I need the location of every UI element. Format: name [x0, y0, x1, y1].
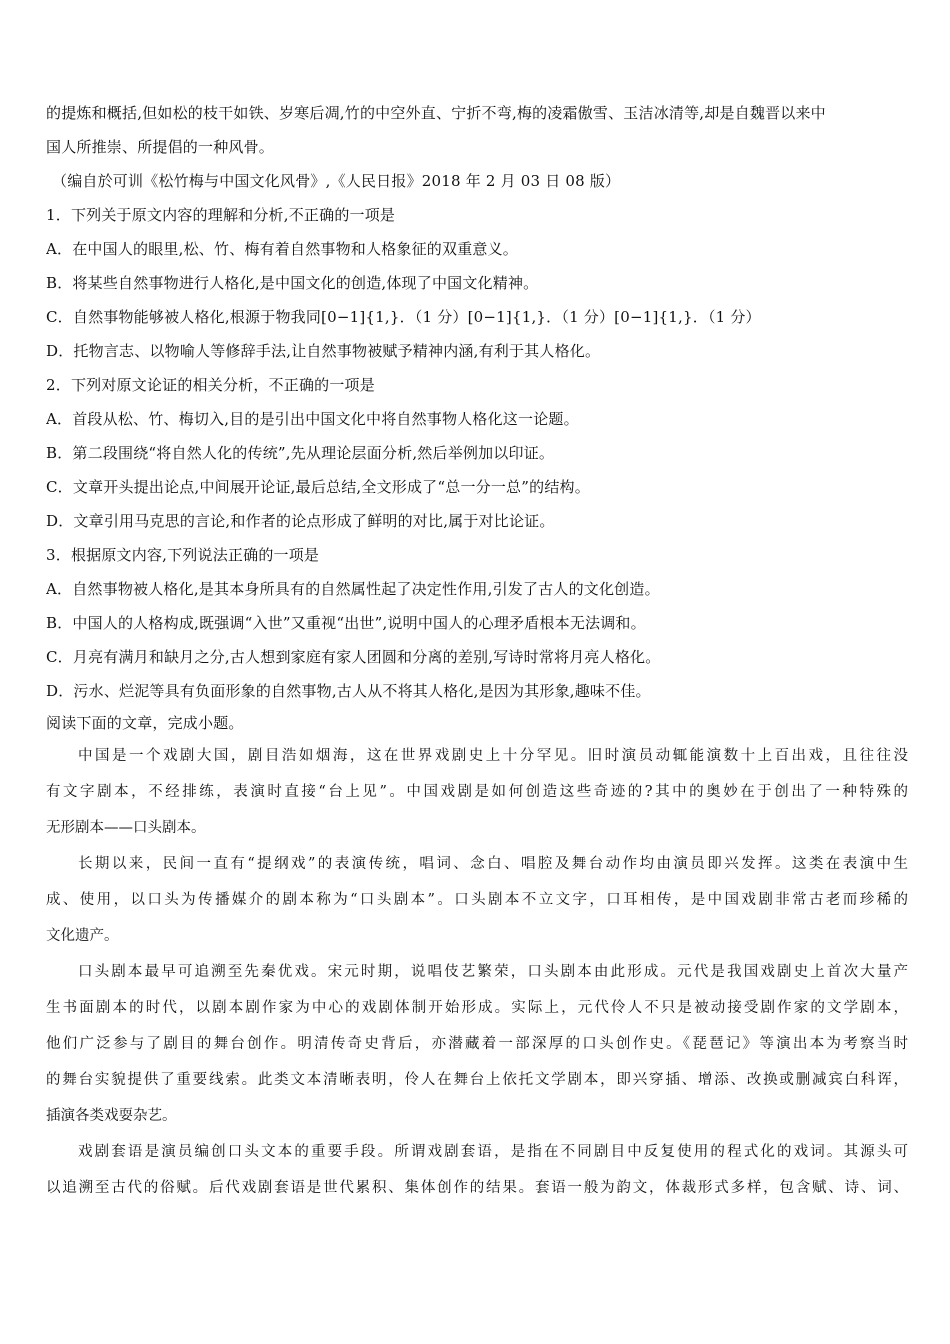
- article-paragraph-4: [46, 1134, 908, 1206]
- question-2: [46, 368, 908, 538]
- article-line: 他们广泛参与了剧目的舞台创作。明清传奇史背后，亦潜藏着一部深厚的口头创作史。《琵琶记》等演出本为考察当时: [46, 1036, 908, 1052]
- source-citation: （编自於可训《松竹梅与中国文化风骨》,《人民日报》2018 年 2 月 03 日 08 版）: [52, 172, 621, 190]
- option-c: C．月亮有满月和缺月之分,古人想到家庭有家人团圆和分离的差别,写诗时常将月亮人格化。: [46, 648, 661, 666]
- question-1: [46, 198, 908, 368]
- option-b: B．中国人的人格构成,既强调“入世”又重视“出世”,说明中国人的心理矛盾根本无法调和。: [46, 614, 646, 632]
- option-c: C．自然事物能够被人格化,根源于物我同[0−1]{1,}．（1 分）[0−1]{1,}．（1 分）[0−1]{1,}．（1 分）: [46, 308, 761, 326]
- article-paragraph-3: [46, 954, 908, 1134]
- article-line: 戏剧套语是演员编创口头文本的重要手段。所谓戏剧套语，是指在不同剧目中反复使用的程式化的戏词。其源头可: [78, 1144, 908, 1160]
- option-c: C．文章开头提出论点,中间展开论证,最后总结,全文形成了“总一分一总”的结构。: [46, 478, 590, 496]
- option-a: A．首段从松、竹、梅切入,目的是引出中国文化中将自然事物人格化这一论题。: [46, 410, 579, 428]
- article-line: 生书面剧本的时代，以剧本剧作家为中心的戏剧体制开始形成。实际上，元代伶人不只是被动接受剧作家的文学剧本，: [46, 1000, 908, 1016]
- article: [46, 738, 908, 1206]
- document-page: [46, 96, 908, 1206]
- article-line: 成、使用，以口头为传播媒介的剧本称为“口头剧本”。口头剧本不立文字，口耳相传，是中国戏剧非常古老而珍稀的: [46, 892, 908, 908]
- question-stem: 1．下列关于原文内容的理解和分析,不正确的一项是: [46, 206, 396, 224]
- article-line: 的舞台实貌提供了重要线索。此类文本清晰表明，伶人在舞台上依托文学剧本，即兴穿插、增添、改换或删减宾白科诨，: [46, 1072, 908, 1088]
- question-3: [46, 538, 908, 708]
- option-b: B．第二段围绕“将自然人化的传统”,先从理论层面分析,然后举例加以印证。: [46, 444, 555, 462]
- article-line: 文化遗产。: [46, 928, 119, 944]
- article-paragraph-2: [46, 846, 908, 954]
- question-stem: 2．下列对原文论证的相关分析，不正确的一项是: [46, 376, 375, 394]
- option-a: A．自然事物被人格化,是其本身所具有的自然属性起了决定性作用,引发了古人的文化创造。: [46, 580, 660, 598]
- option-d: D．文章引用马克思的言论,和作者的论点形成了鲜明的对比,属于对比论证。: [46, 512, 555, 530]
- article-line: 长期以来，民间一直有“提纲戏”的表演传统，唱词、念白、唱腔及舞台动作均由演员即兴发挥。这类在表演中生: [78, 856, 908, 872]
- article-paragraph-1: [46, 738, 908, 846]
- reading-prompt: 阅读下面的文章，完成小题。: [46, 714, 244, 732]
- article-line: 无形剧本——口头剧本。: [46, 820, 206, 836]
- article-line: 中国是一个戏剧大国，剧目浩如烟海，这在世界戏剧史上十分罕见。旧时演员动辄能演数十上百出戏，且往往没: [78, 748, 908, 764]
- option-a: A．在中国人的眼里,松、竹、梅有着自然事物和人格象征的双重意义。: [46, 240, 519, 258]
- option-d: D．托物言志、以物喻人等修辞手法,让自然事物被赋予精神内涵,有利于其人格化。: [46, 342, 601, 360]
- option-b: B．将某些自然事物进行人格化,是中国文化的创造,体现了中国文化精神。: [46, 274, 539, 292]
- paragraph-line: 的提炼和概括,但如松的枝干如铁、岁寒后凋,竹的中空外直、宁折不弯,梅的凌霜傲雪、玉洁冰清等,却是自魏晋以来中: [46, 104, 826, 122]
- option-d: D．污水、烂泥等具有负面形象的自然事物,古人从不将其人格化,是因为其形象,趣味不佳。: [46, 682, 651, 700]
- paragraph-line: 国人所推崇、所提倡的一种风骨。: [46, 138, 275, 156]
- question-stem: 3．根据原文内容,下列说法正确的一项是: [46, 546, 320, 564]
- article-line: 插演各类戏耍杂艺。: [46, 1108, 177, 1124]
- article-line: 有文字剧本，不经排练，表演时直接“台上见”。中国戏剧是如何创造这些奇迹的?其中的奥妙在于创出了一种特殊的: [46, 784, 908, 800]
- article-line: 口头剧本最早可追溯至先秦优戏。宋元时期，说唱伎艺繁荣，口头剧本由此形成。元代是我国戏剧史上首次大量产: [78, 964, 908, 980]
- article-line: 以追溯至古代的俗赋。后代戏剧套语是世代累积、集体创作的结果。套语一般为韵文，体裁形式多样，包含赋、诗、词、: [46, 1180, 908, 1196]
